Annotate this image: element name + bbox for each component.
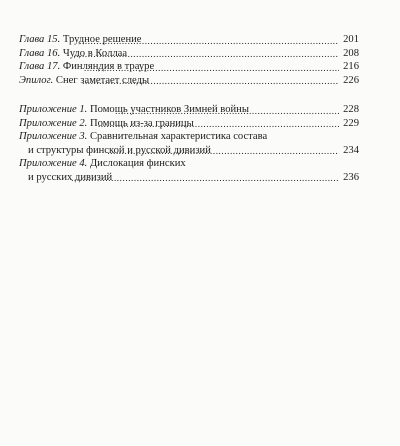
toc-entry-title: Помощь из-за границы: [89, 117, 194, 129]
toc-entry-title: Снег заметает следы: [55, 74, 150, 86]
toc-entry-appendix-4: [19, 157, 359, 184]
dot-leader: [79, 35, 339, 47]
toc-entry-label: Глава 15.: [19, 34, 61, 45]
dot-leader: [84, 62, 339, 74]
toc-entry-page: 228: [343, 104, 359, 115]
toc-entry-epilogue: [19, 74, 359, 88]
toc-entry-page: 201: [343, 34, 359, 45]
toc-entry-title: Помощь участников Зимней войны: [89, 104, 249, 115]
dot-leader: [98, 118, 339, 130]
toc-entry-page: 229: [343, 117, 359, 129]
toc-entry-chapter-17: [19, 60, 359, 74]
dot-leader: [115, 105, 339, 117]
toc-entry-title: Чудо в Коллаа: [62, 47, 128, 59]
toc-entry-label: Приложение 2.: [19, 117, 88, 129]
toc-entry-title-continued: и структуры финской и русской дивизий: [28, 144, 211, 156]
toc-entry-continuation: [19, 171, 359, 185]
chapters-section: [19, 33, 359, 87]
dot-leader: [71, 172, 339, 184]
toc-entry-text: [19, 47, 128, 61]
toc-entry-appendix-3: [19, 130, 359, 157]
appendices-section: [19, 103, 359, 184]
toc-entry-text: [19, 103, 249, 117]
toc-entry-title: Сравнительная характеристика состава: [89, 131, 268, 142]
toc-entry-title: Дислокация финских: [89, 158, 186, 169]
toc-entry-page: 208: [343, 47, 359, 59]
toc-entry-title: Финляндия в трауре: [62, 61, 155, 72]
toc-entry-label: Приложение 3.: [19, 131, 88, 142]
dot-leader: [73, 48, 339, 60]
toc-entry-label: Эпилог.: [19, 74, 54, 86]
toc-entry-first-line: [19, 130, 359, 144]
toc-entry-appendix-1: [19, 103, 359, 117]
toc-entry-page: 216: [343, 61, 359, 72]
toc-entry-title: Трудное решение: [62, 34, 142, 45]
toc-entry-page: 226: [343, 74, 359, 86]
toc-entry-appendix-2: [19, 117, 359, 131]
toc-entry-continuation: [19, 144, 359, 158]
dot-leader: [82, 75, 339, 87]
dot-leader: [107, 145, 339, 157]
toc-entry-label: Глава 17.: [19, 61, 61, 72]
toc-entry-title-continued: и русских дивизий: [28, 171, 113, 183]
toc-entry-text: [19, 33, 142, 47]
toc-entry-label: Приложение 4.: [19, 158, 88, 169]
toc-entry-page: 234: [343, 144, 359, 156]
toc-entry-label: Приложение 1.: [19, 104, 88, 115]
toc-entry-text: [19, 60, 155, 74]
table-of-contents: [19, 33, 359, 184]
toc-entry-label: Глава 16.: [19, 47, 61, 59]
toc-entry-first-line: [19, 157, 359, 171]
toc-entry-chapter-16: [19, 47, 359, 61]
toc-entry-chapter-15: [19, 33, 359, 47]
toc-entry-text: [19, 74, 150, 88]
toc-entry-text: [19, 117, 194, 131]
toc-entry-page: 236: [343, 171, 359, 183]
